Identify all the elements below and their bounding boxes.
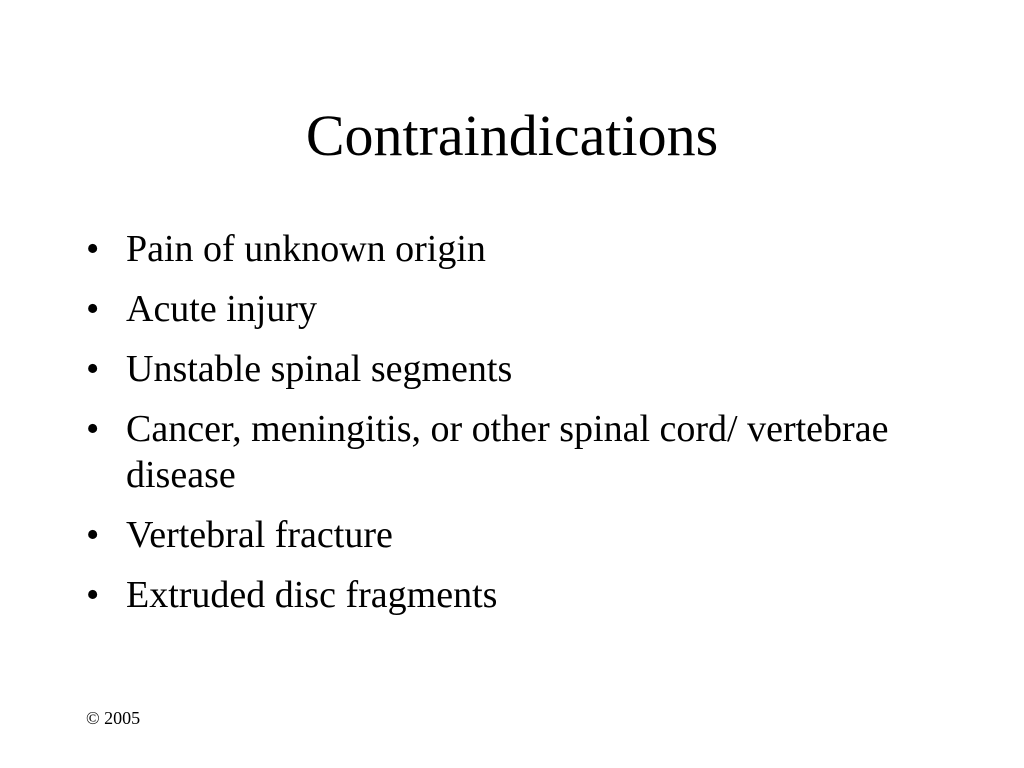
bullet-mark: •	[86, 348, 100, 390]
slide-title: Contraindications	[305, 103, 719, 168]
list-item	[86, 512, 946, 558]
bullet-mark: •	[86, 408, 100, 450]
list-item	[86, 286, 946, 332]
list-item-text: Acute injury	[126, 288, 318, 330]
list-item-text: Cancer, meningitis, or other spinal cord/ vertebrae disease	[126, 408, 889, 496]
list-item-text: Vertebral fracture	[126, 514, 393, 556]
list-item	[86, 406, 946, 498]
list-item-text: Unstable spinal segments	[126, 348, 513, 390]
bullet-mark: •	[86, 574, 100, 616]
list-item	[86, 346, 946, 392]
list-item	[86, 226, 946, 272]
bullet-mark: •	[86, 228, 100, 270]
list-item-text: Pain of unknown origin	[126, 228, 486, 270]
bullet-list	[86, 226, 946, 632]
list-item-text: Extruded disc fragments	[126, 574, 498, 616]
footer-copyright: © 2005	[86, 708, 141, 728]
bullet-mark: •	[86, 288, 100, 330]
bullet-mark: •	[86, 514, 100, 556]
list-item	[86, 572, 946, 618]
